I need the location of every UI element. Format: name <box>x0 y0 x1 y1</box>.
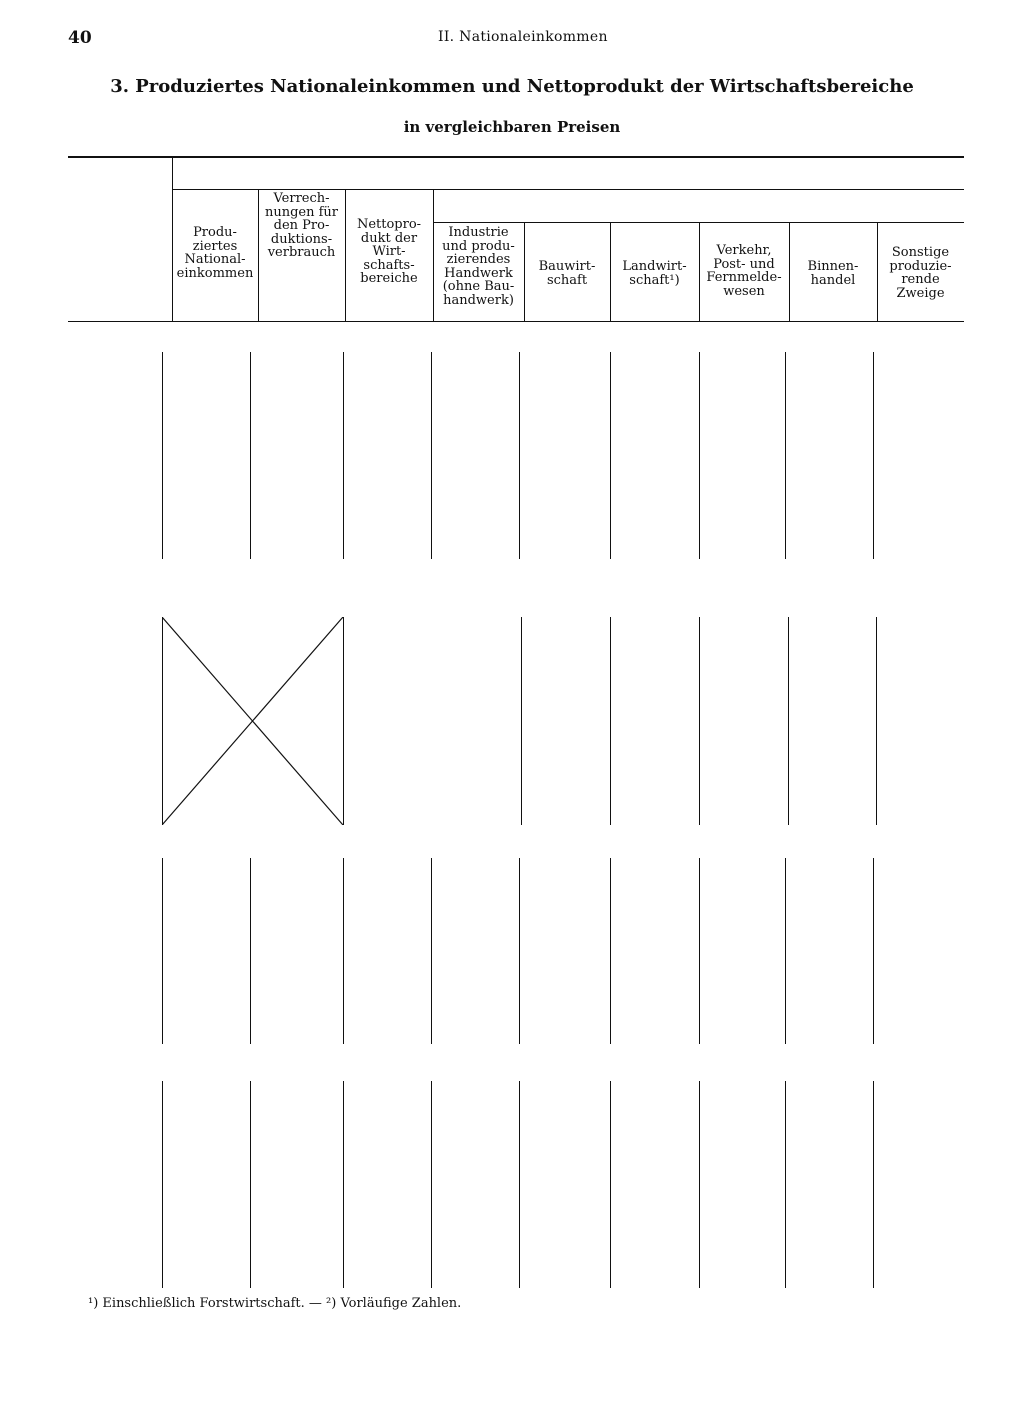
body-divider <box>162 858 163 1044</box>
column-header <box>172 226 258 280</box>
column-header <box>877 246 964 300</box>
body-divider <box>873 352 874 559</box>
body-divider <box>610 858 611 1044</box>
column-header-line: produzie- <box>889 258 952 274</box>
column-header-line: Verkehr, <box>716 243 772 258</box>
footnote: ¹) Einschließlich Forstwirtschaft. — ²) Vorläufige Zahlen. <box>88 1296 462 1311</box>
body-divider <box>519 352 520 559</box>
running-head: II. Nationaleinkommen <box>438 29 608 45</box>
body-divider <box>610 617 611 825</box>
body-divider <box>610 1081 611 1288</box>
column-header-line: Sonstige <box>891 245 950 260</box>
column-header-line: bereiche <box>360 271 418 286</box>
column-header-line: wesen <box>723 283 765 299</box>
column-header <box>789 260 877 287</box>
column-header-line: duktions- <box>270 231 333 247</box>
body-divider <box>876 617 877 825</box>
column-header-line: Post- und <box>713 256 775 272</box>
header-bottom-rule <box>68 321 964 322</box>
column-header-line: schafts- <box>363 257 415 273</box>
column-header-line: zierendes <box>446 252 511 267</box>
body-divider <box>250 352 251 559</box>
column-header-line: schaft <box>546 272 588 288</box>
body-divider <box>162 352 163 559</box>
column-header-line: Industrie <box>448 225 509 240</box>
body-divider <box>699 617 700 825</box>
column-header-line: einkommen <box>176 265 254 281</box>
column-header-line: Landwirt- <box>622 259 687 274</box>
column-header <box>258 192 345 260</box>
column-header-line: den Pro- <box>273 218 330 233</box>
column-header-line: Wirt- <box>372 244 406 259</box>
body-divider <box>250 858 251 1044</box>
column-header-line: ziertes <box>192 238 238 254</box>
body-divider <box>343 1081 344 1288</box>
body-divider <box>431 1081 432 1288</box>
header-top-rule <box>68 156 964 158</box>
column-header-line: Verrech- <box>273 191 330 206</box>
body-divider <box>431 858 432 1044</box>
column-header <box>699 244 789 298</box>
column-header <box>433 226 524 307</box>
column-header-line: verbrauch <box>267 245 336 260</box>
body-divider <box>873 1081 874 1288</box>
column-header-line: Fernmelde- <box>706 270 782 285</box>
body-divider <box>873 858 874 1044</box>
body-divider <box>343 617 344 825</box>
column-header <box>610 260 699 287</box>
body-divider <box>785 858 786 1044</box>
column-header-line: schaft¹) <box>629 272 680 288</box>
column-header-line: handwerk) <box>443 292 514 308</box>
page-number: 40 <box>68 28 92 48</box>
column-header-line: rende <box>901 272 940 287</box>
column-header-line: Produ- <box>193 225 237 240</box>
empty-cells-cross-mark <box>162 617 343 825</box>
body-divider <box>699 1081 700 1288</box>
column-header-line: Bauwirt- <box>538 259 596 274</box>
column-header <box>524 260 610 287</box>
body-divider <box>343 858 344 1044</box>
column-header-line: handel <box>810 272 856 288</box>
body-divider <box>343 352 344 559</box>
column-header-line: (ohne Bau- <box>442 279 515 294</box>
column-header-line: dukt der <box>360 230 418 246</box>
table-title: 3. Produziertes Nationaleinkommen und Nettoprodukt der Wirtschaftsbereiche <box>110 76 914 97</box>
column-header-line: nungen für <box>264 204 339 220</box>
group-rule <box>172 189 964 190</box>
column-header-line: National- <box>184 252 246 267</box>
column-header-line: Binnen- <box>807 259 859 274</box>
column-header-line: und produ- <box>442 238 515 254</box>
body-divider <box>519 858 520 1044</box>
body-divider <box>699 352 700 559</box>
body-divider <box>521 617 522 825</box>
body-divider <box>785 352 786 559</box>
body-divider <box>699 858 700 1044</box>
body-divider <box>431 352 432 559</box>
column-header-line: Handwerk <box>444 265 513 281</box>
body-divider <box>788 617 789 825</box>
column-header <box>345 218 433 286</box>
body-divider <box>785 1081 786 1288</box>
column-header-line: Zweige <box>896 285 945 301</box>
body-divider <box>250 1081 251 1288</box>
column-header-line: Nettopro- <box>356 217 422 232</box>
body-divider <box>610 352 611 559</box>
body-divider <box>162 1081 163 1288</box>
body-divider <box>519 1081 520 1288</box>
table-subtitle: in vergleichbaren Preisen <box>403 118 621 136</box>
